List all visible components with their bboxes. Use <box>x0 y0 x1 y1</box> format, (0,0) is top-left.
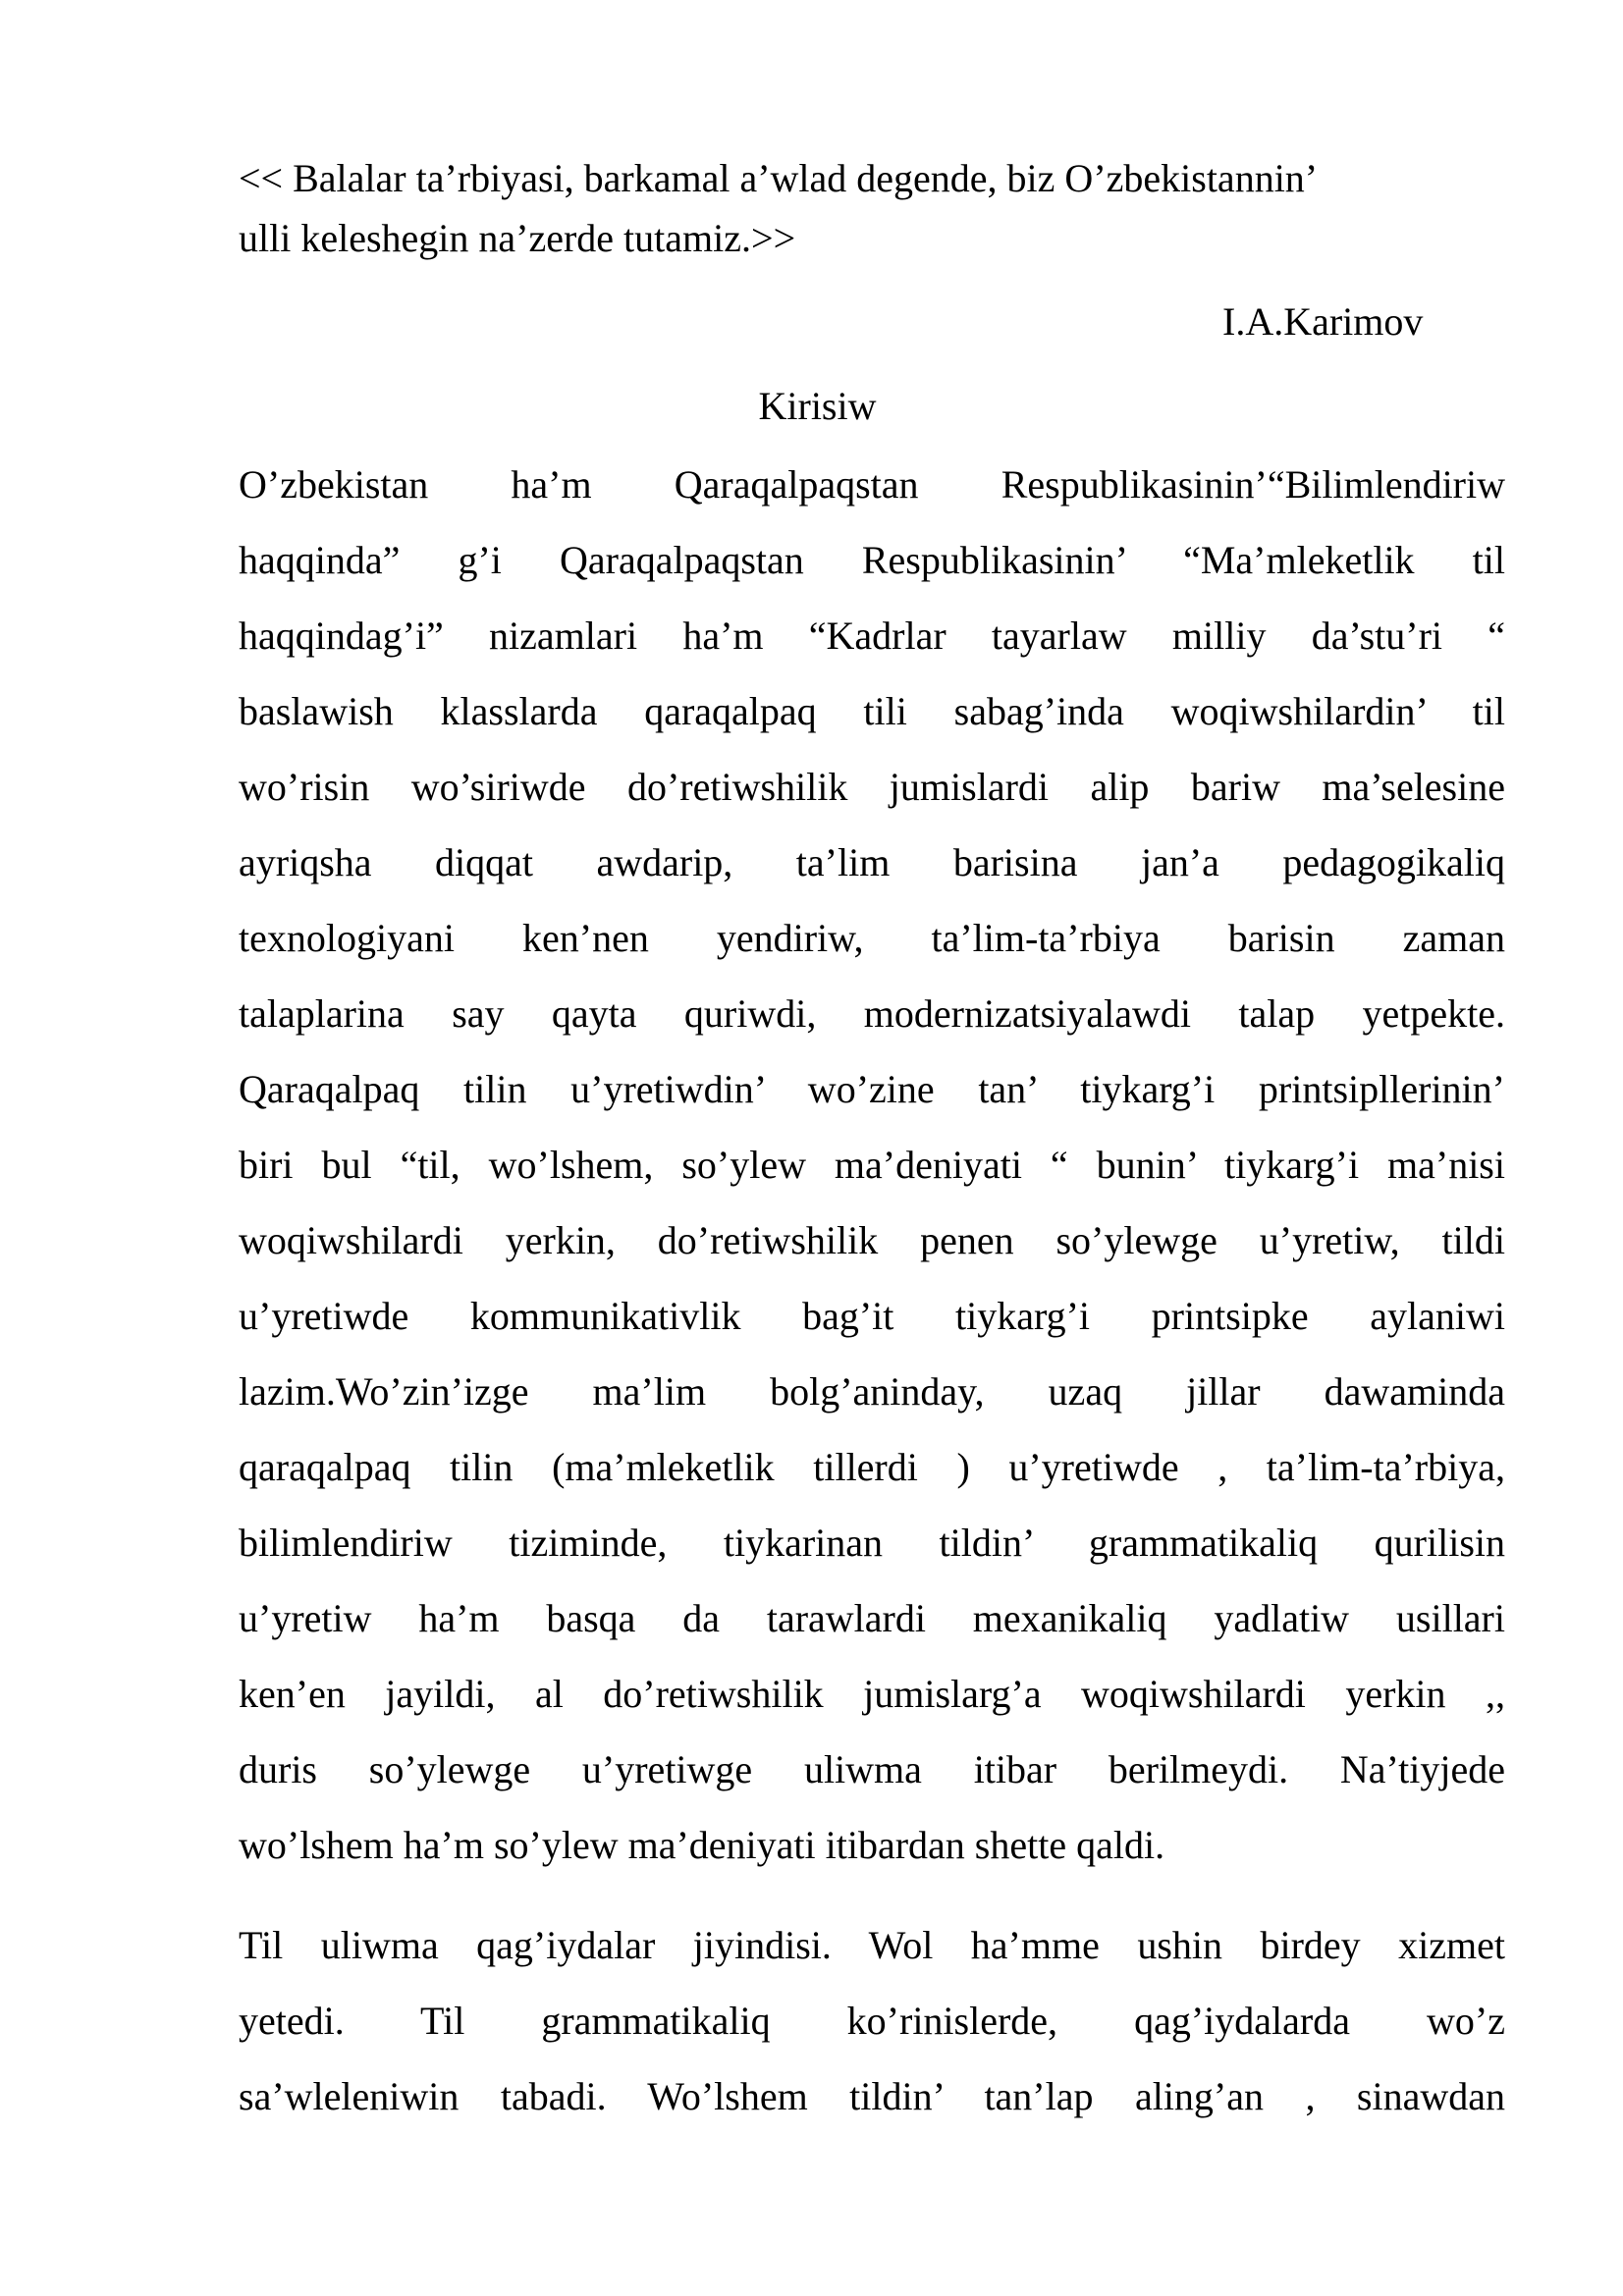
paragraph-line: wo’risin wo’siriwde do’retiwshilik jumislardi alip bariw ma’selesine <box>239 765 1505 809</box>
paragraph-line: sa’wleleniwin tabadi. Wo’lshem tildin’ tan’lap aling’an , sinawdan <box>239 2074 1505 2118</box>
paragraph-line: haqqinda” g’i Qaraqalpaqstan Respublikasinin’ “Ma’mleketlik til <box>239 538 1505 582</box>
paragraph-line: baslawish klasslarda qaraqalpaq tili sabag’inda woqiwshilardin’ til <box>239 689 1505 733</box>
epigraph-author: I.A.Karimov <box>1222 299 1424 344</box>
epigraph-line-1: << Balalar ta’rbiyasi, barkamal a’wlad degende, biz O’zbekistannin’ <box>239 156 1319 200</box>
paragraph-line: Til uliwma qag’iydalar jiyindisi. Wol ha’mme ushin birdey xizmet <box>239 1923 1505 1967</box>
paragraph-line: ken’en jayildi, al do’retiwshilik jumislarg’a woqiwshilardi yerkin ,, <box>239 1672 1505 1716</box>
section-heading: Kirisiw <box>758 384 877 428</box>
paragraph-line: talaplarina say qayta quriwdi, modernizatsiyalawdi talap yetpekte. <box>239 991 1505 1036</box>
paragraph-line: qaraqalpaq tilin (ma’mleketlik tillerdi ) u’yretiwde , ta’lim-ta’rbiya, <box>239 1445 1505 1489</box>
paragraph-line: lazim.Wo’zin’izge ma’lim bolg’aninday, uzaq jillar dawaminda <box>239 1369 1505 1414</box>
paragraph-line: Qaraqalpaq tilin u’yretiwdin’ wo’zine tan’ tiykarg’i printsipllerinin’ <box>239 1067 1505 1111</box>
paragraph-line: yetedi. Til grammatikaliq ko’rinislerde, qag’iydalarda wo’z <box>239 1999 1505 2043</box>
paragraph-line: texnologiyani ken’nen yendiriw, ta’lim-ta’rbiya barisin zaman <box>239 916 1505 960</box>
paragraph-line: wo’lshem ha’m so’ylew ma’deniyati itibardan shette qaldi. <box>239 1823 1165 1867</box>
paragraph-line: u’yretiw ha’m basqa da tarawlardi mexanikaliq yadlatiw usillari <box>239 1596 1505 1640</box>
paragraph-line: woqiwshilardi yerkin, do’retiwshilik penen so’ylewge u’yretiw, tildi <box>239 1218 1505 1262</box>
paragraph-line: u’yretiwde kommunikativlik bag’it tiykarg’i printsipke aylaniwi <box>239 1294 1505 1338</box>
paragraph-line: bilimlendiriw tiziminde, tiykarinan tildin’ grammatikaliq qurilisin <box>239 1521 1505 1565</box>
paragraph-line: ayriqsha diqqat awdarip, ta’lim barisina jan’a pedagogikaliq <box>239 840 1505 884</box>
paragraph-line: duris so’ylewge u’yretiwge uliwma itibar berilmeydi. Na’tiyjede <box>239 1747 1505 1791</box>
paragraph-line: O’zbekistan ha’m Qaraqalpaqstan Respublikasinin’“Bilimlendiriw <box>239 462 1505 507</box>
paragraph-line: haqqindag’i” nizamlari ha’m “Kadrlar tayarlaw milliy da’stu’ri “ <box>239 614 1505 658</box>
epigraph-line-2: ulli keleshegin na’zerde tutamiz.>> <box>239 216 796 260</box>
paragraph-line: biri bul “til, wo’lshem, so’ylew ma’deniyati “ bunin’ tiykarg’i ma’nisi <box>239 1143 1505 1187</box>
